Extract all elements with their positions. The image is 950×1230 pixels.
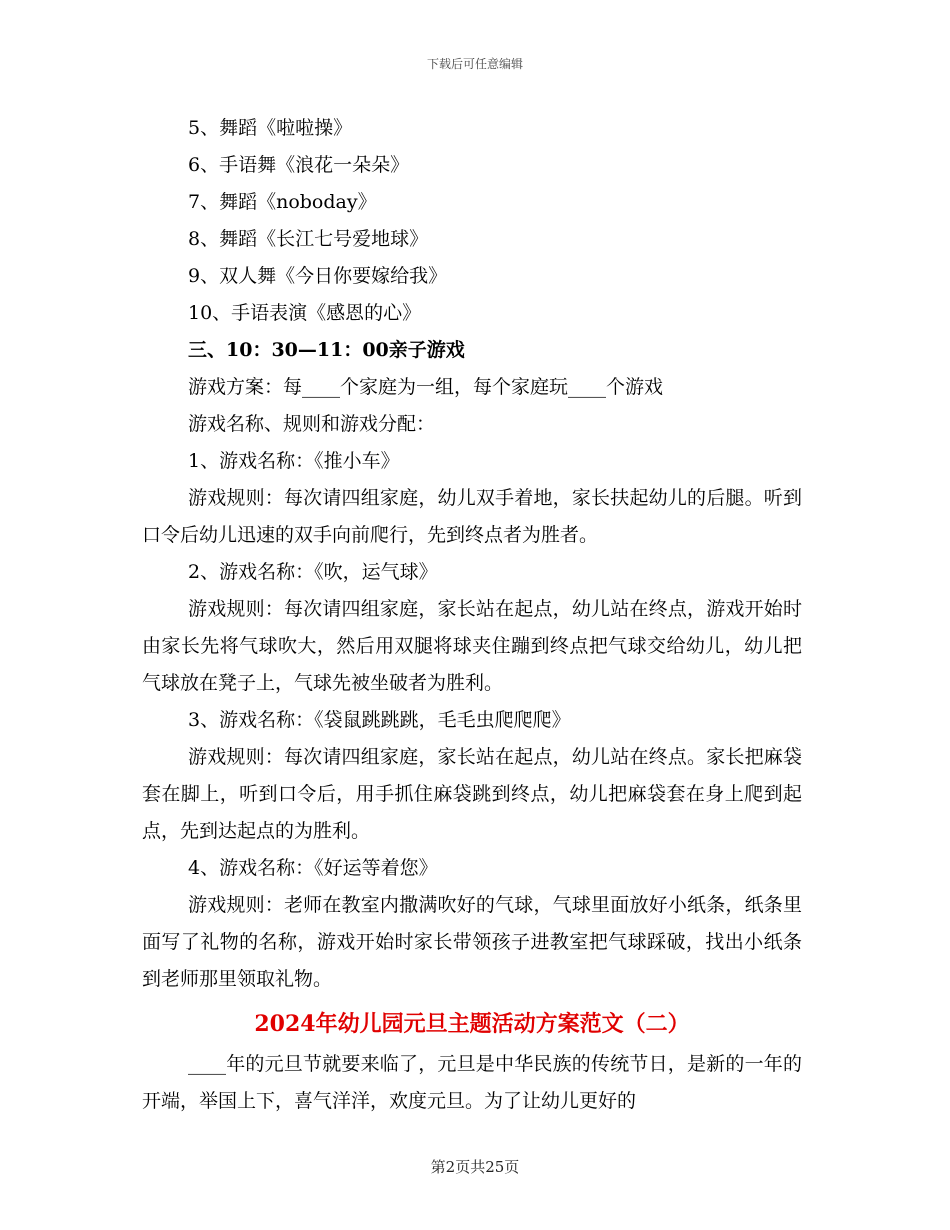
section-heading: 三、10：30—11：00亲子游戏 xyxy=(188,339,465,361)
document-body xyxy=(142,110,802,1120)
program-item: 6、手语舞《浪花一朵朵》 xyxy=(188,154,410,176)
game-name: 1、游戏名称：《推小车》 xyxy=(188,450,400,472)
game-intro: 游戏名称、规则和游戏分配： xyxy=(188,413,436,435)
game-rule: 游戏规则：每次请四组家庭，幼儿双手着地，家长扶起幼儿的后腿。听到口令后幼儿迅速的双手向前爬行，先到终点者为胜者。 xyxy=(142,487,802,546)
game-rule: 游戏规则：每次请四组家庭，家长站在起点，幼儿站在终点，游戏开始时由家长先将气球吹大，然后用双腿将球夹住蹦到终点把气球交给幼儿，幼儿把气球放在凳子上，气球先被坐破者为胜利。 xyxy=(142,598,802,694)
program-item: 8、舞蹈《长江七号爱地球》 xyxy=(188,228,429,250)
game-name: 3、游戏名称：《袋鼠跳跳跳，毛毛虫爬爬爬》 xyxy=(188,709,571,731)
intro-paragraph: ____年的元旦节就要来临了，元旦是中华民族的传统节日，是新的一年的开端，举国上下，喜气洋洋，欢度元旦。为了让幼儿更好的 xyxy=(142,1053,802,1112)
program-item: 9、双人舞《今日你要嫁给我》 xyxy=(188,265,448,287)
game-name: 4、游戏名称：《好运等着您》 xyxy=(188,857,438,879)
header-note: 下载后可任意编辑 xyxy=(426,57,523,71)
program-item: 5、舞蹈《啦啦操》 xyxy=(188,117,353,139)
game-rule: 游戏规则：老师在教室内撒满吹好的气球，气球里面放好小纸条，纸条里面写了礼物的名称，游戏开始时家长带领孩子进教室把气球踩破，找出小纸条到老师那里领取礼物。 xyxy=(142,894,802,990)
program-item: 10、手语表演《感恩的心》 xyxy=(188,302,422,324)
program-item: 7、舞蹈《noboday》 xyxy=(188,191,377,213)
page-number: 第2页共25页 xyxy=(430,1158,520,1176)
game-rule: 游戏规则：每次请四组家庭，家长站在起点，幼儿站在终点。家长把麻袋套在脚上，听到口令后，用手抓住麻袋跳到终点，幼儿把麻袋套在身上爬到起点，先到达起点的为胜利。 xyxy=(142,746,802,842)
game-name: 2、游戏名称：《吹，运气球》 xyxy=(188,561,438,583)
part-title: 2024年幼儿园元旦主题活动方案范文（二） xyxy=(254,1011,690,1037)
game-plan: 游戏方案：每____个家庭为一组，每个家庭玩____个游戏 xyxy=(188,376,664,398)
